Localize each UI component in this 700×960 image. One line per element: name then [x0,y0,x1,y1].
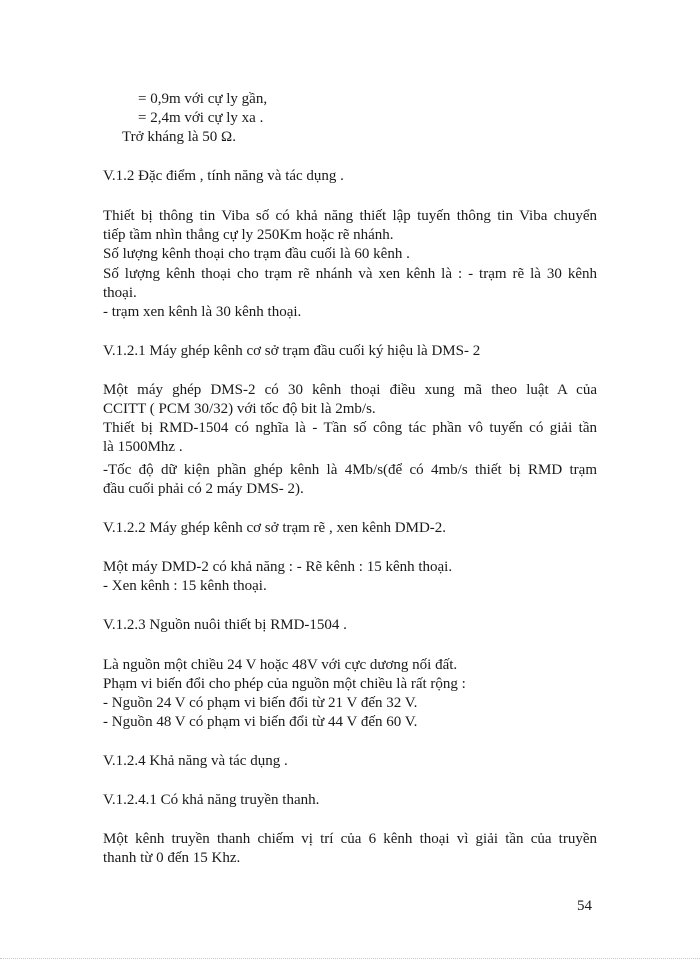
text-line: Một máy DMD-2 có khả năng : - Rẽ kênh : 15 kênh thoại. [103,559,453,575]
paragraph [103,265,597,284]
section-heading: V.1.2 Đặc điểm , tính năng và tác dụng . [103,168,344,184]
text-line: Số lượng kênh thoại cho trạm rẽ nhánh và xen kênh là : - trạm rẽ là 30 kênh [103,266,597,282]
paragraph [103,381,597,400]
text-line: Một kênh truyền thanh chiếm vị trí của 6 kênh thoại vì giải tần của truyền [103,831,597,847]
text-line: đầu cuối phải có 2 máy DMS- 2). [103,481,304,497]
paragraph [103,461,597,480]
text-line: - Nguồn 24 V có phạm vi biến đổi từ 21 V đến 32 V. [103,695,418,711]
text-line: Thiết bị RMD-1504 có nghĩa là - Tần số công tác phần vô tuyến có giải tần [103,420,597,436]
text-line: - Nguồn 48 V có phạm vi biến đổi từ 44 V đến 60 V. [103,714,418,730]
text-line: - trạm xen kênh là 30 kênh thoại. [103,304,302,320]
text-line: là 1500Mhz . [103,439,183,455]
text-line: thoại. [103,285,137,301]
page-bottom-border [0,958,700,959]
text-line: Là nguồn một chiều 24 V hoặc 48V với cực dương nối đất. [103,657,458,673]
text-line: - Xen kênh : 15 kênh thoại. [103,578,267,594]
paragraph [103,830,597,849]
page-number: 54 [577,898,592,914]
text-line: Thiết bị thông tin Viba số có khả năng thiết lập tuyến thông tin Viba chuyển [103,208,597,224]
text-line: Trở kháng là 50 Ω. [122,129,236,145]
text-line: = 0,9m với cự ly gần, [138,91,268,107]
section-heading: V.1.2.1 Máy ghép kênh cơ sở trạm đầu cuối ký hiệu là DMS- 2 [103,343,481,359]
text-line: Một máy ghép DMS-2 có 30 kênh thoại điều xung mã theo luật A của [103,382,597,398]
text-line: -Tốc độ dữ kiện phần ghép kênh là 4Mb/s(để có 4mb/s thiết bị RMD trạm [103,462,597,478]
text-line: Số lượng kênh thoại cho trạm đầu cuối là 60 kênh . [103,246,410,262]
text-line: thanh từ 0 đến 15 Khz. [103,850,241,866]
section-heading: V.1.2.2 Máy ghép kênh cơ sở trạm rẽ , xen kênh DMD-2. [103,520,447,536]
text-line: = 2,4m với cự ly xa . [138,110,264,126]
section-heading: V.1.2.4 Khả năng và tác dụng . [103,753,288,769]
section-heading: V.1.2.3 Nguồn nuôi thiết bị RMD-1504 . [103,617,347,633]
paragraph [103,207,597,226]
section-heading: V.1.2.4.1 Có khả năng truyền thanh. [103,792,320,808]
paragraph [103,419,597,438]
text-line: Phạm vi biến đổi cho phép của nguồn một chiều là rất rộng : [103,676,466,692]
text-line: tiếp tầm nhìn thẳng cự ly 250Km hoặc rẽ nhánh. [103,227,394,243]
text-line: CCITT ( PCM 30/32) với tốc độ bit là 2mb/s. [103,401,376,417]
